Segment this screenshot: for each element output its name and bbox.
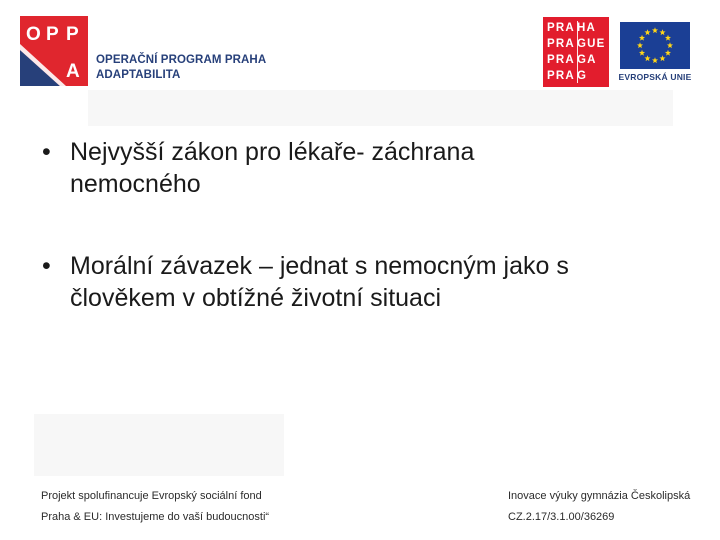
- eu-logo: [618, 22, 692, 84]
- footer-left-shadow-box: [34, 414, 284, 476]
- bullet-line: Nejvyšší zákon pro lékaře- záchrana: [70, 138, 475, 166]
- eu-star-icon: [639, 35, 645, 41]
- footer-left-line2: Praha & EU: Investujeme do vaší budoucnosti“: [41, 511, 270, 523]
- praha-cell: GA: [577, 54, 597, 66]
- praha-cell: PRA: [547, 70, 575, 82]
- footer-right: [508, 486, 690, 528]
- opp-title-line2: ADAPTABILITA: [96, 69, 181, 81]
- opp-program-title: [96, 53, 266, 83]
- praha-cell: PRA: [547, 22, 575, 34]
- eu-star-icon: [644, 55, 650, 61]
- eu-star-icon: [639, 50, 645, 56]
- opp-letter-a: A: [66, 61, 80, 82]
- eu-star-icon: [659, 29, 665, 35]
- bullet-line: člověkem v obtížné životní situaci: [70, 284, 441, 312]
- footer-left-line1: Projekt spolufinancuje Evropský sociální fond: [41, 490, 262, 502]
- eu-star-icon: [652, 57, 658, 63]
- bullet-line: Morální závazek – jednat s nemocným jako s: [70, 252, 569, 280]
- eu-star-icon: [644, 29, 650, 35]
- eu-star-icon: [665, 35, 671, 41]
- bullet-item: [40, 250, 680, 314]
- eu-label: EVROPSKÁ UNIE: [618, 72, 692, 82]
- footer-right-line2: CZ.2.17/3.1.00/36269: [508, 511, 615, 523]
- praha-cell: PRA: [547, 54, 575, 66]
- eu-flag-icon: [620, 22, 690, 69]
- bullet-line: nemocného: [70, 170, 201, 198]
- bullet-item: [40, 136, 680, 200]
- praha-cell: G: [577, 70, 588, 82]
- eu-star-icon: [667, 42, 673, 48]
- eu-star-icon: [659, 55, 665, 61]
- opp-letter-o: O: [26, 24, 41, 45]
- opp-logo: [20, 16, 88, 86]
- opp-letter-p1: P: [46, 24, 59, 45]
- bullet-dot: •: [42, 252, 51, 280]
- opp-title-line1: OPERAČNÍ PROGRAM PRAHA: [96, 54, 267, 66]
- footer-right-line1: Inovace výuky gymnázia Českolipská: [508, 490, 691, 502]
- bullet-dot: •: [42, 138, 51, 166]
- praha-cell: PRA: [547, 38, 575, 50]
- eu-star-icon: [637, 42, 643, 48]
- bullet-list: [40, 136, 680, 364]
- praha-cell: GUE: [577, 38, 606, 50]
- footer-left: [41, 486, 269, 528]
- eu-star-icon: [652, 27, 658, 33]
- eu-star-icon: [665, 50, 671, 56]
- header-shadow-box: [88, 90, 673, 126]
- praha-logo: [543, 17, 609, 87]
- praha-cell: HA: [577, 22, 597, 34]
- eu-stars-icon: [620, 22, 690, 69]
- opp-letter-p2: P: [66, 24, 79, 45]
